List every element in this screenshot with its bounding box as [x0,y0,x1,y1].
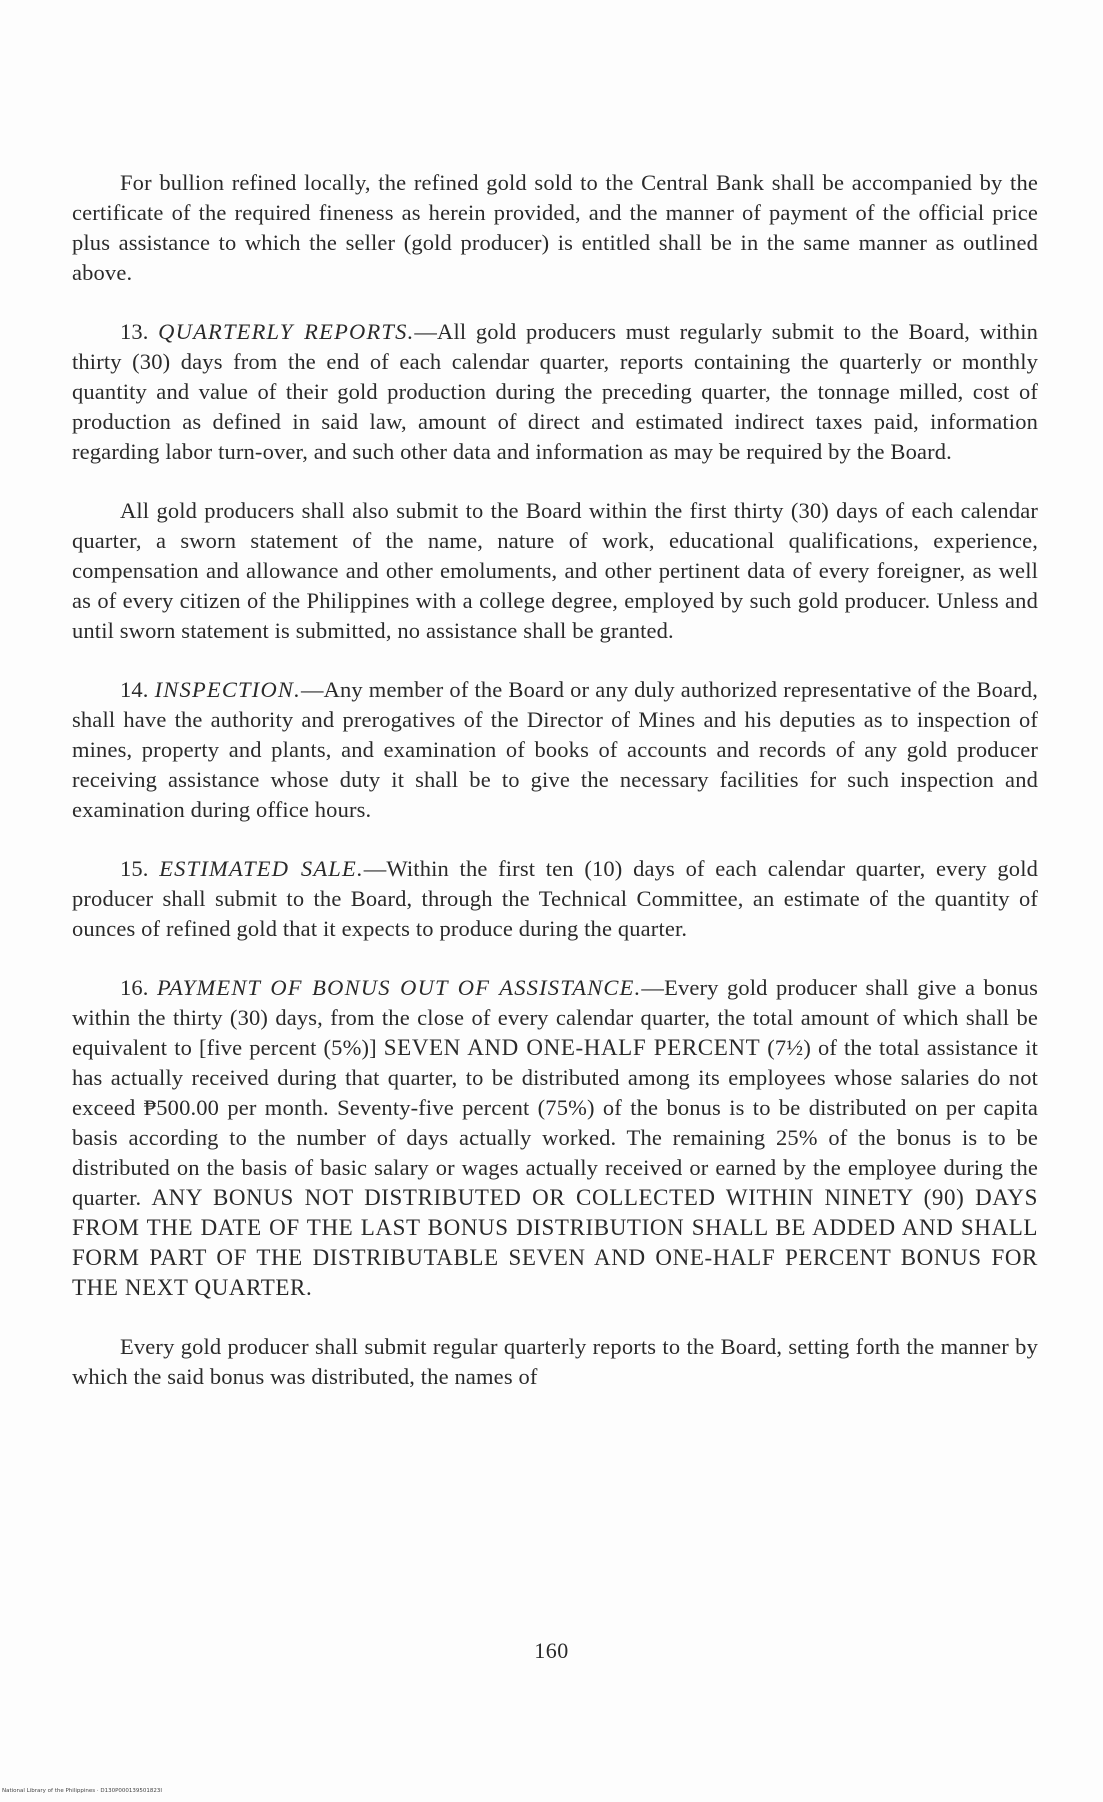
section-text: —Any member of the Board or any duly authorized representative of the Board, shall have the authority and prerogatives of the Director of Mines and his deputies as to inspection of mines, property and plants, and examination of books of accounts and records of any gold producer receiving assistance whose duty it shall be to give the necessary facilities for such inspection and examination during office hours. [72,677,1038,822]
scan-credit: National Library of the Philippines · D130P000139501823I [2,1788,163,1794]
paragraph-bullion-refined-locally [72,168,1038,288]
section-13-quarterly-reports [72,317,1038,467]
paragraph-quarterly-bonus-reports [72,1332,1038,1392]
section-heading: ESTIMATED SALE. [159,856,364,881]
section-14-inspection [72,675,1038,825]
section-heading: INSPECTION. [154,677,301,702]
section-number: 13. [120,319,149,344]
section-15-estimated-sale [72,854,1038,944]
section-16-payment-of-bonus [72,973,1038,1303]
section-number: 14. [120,677,149,702]
section-number: 15. [120,856,149,881]
amendment-caps-text: SEVEN AND ONE-HALF PERCENT [383,1035,761,1060]
paragraph-text: For bullion refined locally, the refined gold sold to the Central Bank shall be accompanied by the certificate of the required fineness as herein provided, and the manner of payment of the official price plus assistance to which the seller (gold producer) is entitled shall be in the same manner as outlined above. [72,170,1038,285]
paragraph-text: Every gold producer shall submit regular quarterly reports to the Board, setting forth the manner by which the said bonus was distributed, the names of [72,1334,1038,1389]
page-body [72,168,1038,1421]
section-text: —All gold producers must regularly submit to the Board, within thirty (30) days from the end of each calendar quarter, reports containing the quarterly or monthly quantity and value of their gold production during the preceding quarter, the tonnage milled, cost of production as defined in said law, amount of direct and estimated indirect taxes paid, information regarding labor turn-over, and such other data and information as may be required by the Board. [72,319,1038,464]
section-text-part-b: (7½) of the total assistance it has actually received during that quarter, to be distributed among its employees whose salaries do not exceed ₱500.00 per month. Seventy-five percent (75%) of the bonus is to be distributed on per capita basis according to the number of days actually worked. The remaining 25% of the bonus is to be distributed on the basis of basic salary or wages actually received or earned by the employee during the quarter. [72,1035,1039,1210]
section-number: 16. [120,975,149,1000]
section-text-part-a: —Every gold producer shall give a bonus within the thirty (30) days, from the close of every calendar quarter, the total amount of which shall be equivalent to [five percent (5%)] [72,975,1039,1060]
paragraph-text: All gold producers shall also submit to the Board within the first thirty (30) days of each calendar quarter, a sworn statement of the name, nature of work, educational qualifications, experience, compensation and allowance and other emoluments, and other pertinent data of every foreigner, as well as of every citizen of the Philippines with a college degree, employed by such gold producer. Unless and until sworn statement is submitted, no assistance shall be granted. [72,498,1038,643]
section-text: —Within the first ten (10) days of each calendar quarter, every gold producer shall submit to the Board, through the Technical Committee, an estimate of the quantity of ounces of refined gold that it expects to produce during the quarter. [72,856,1038,941]
page-number: 160 [534,1638,569,1663]
paragraph-sworn-statement [72,496,1038,646]
amendment-caps-text: ANY BONUS NOT DISTRIBUTED OR COLLECTED WITHIN NINETY (90) DAYS FROM THE DATE OF THE LAST BONUS DISTRIBUTION SHALL BE ADDED AND SHALL FORM PART OF THE DISTRIBUTABLE SEVEN AND ONE-HALF PERCENT BONUS FOR THE NEXT QUARTER. [72,1185,1038,1300]
section-heading: PAYMENT OF BONUS OUT OF ASSISTANCE. [157,975,642,1000]
section-heading: QUARTERLY REPORTS. [158,319,415,344]
